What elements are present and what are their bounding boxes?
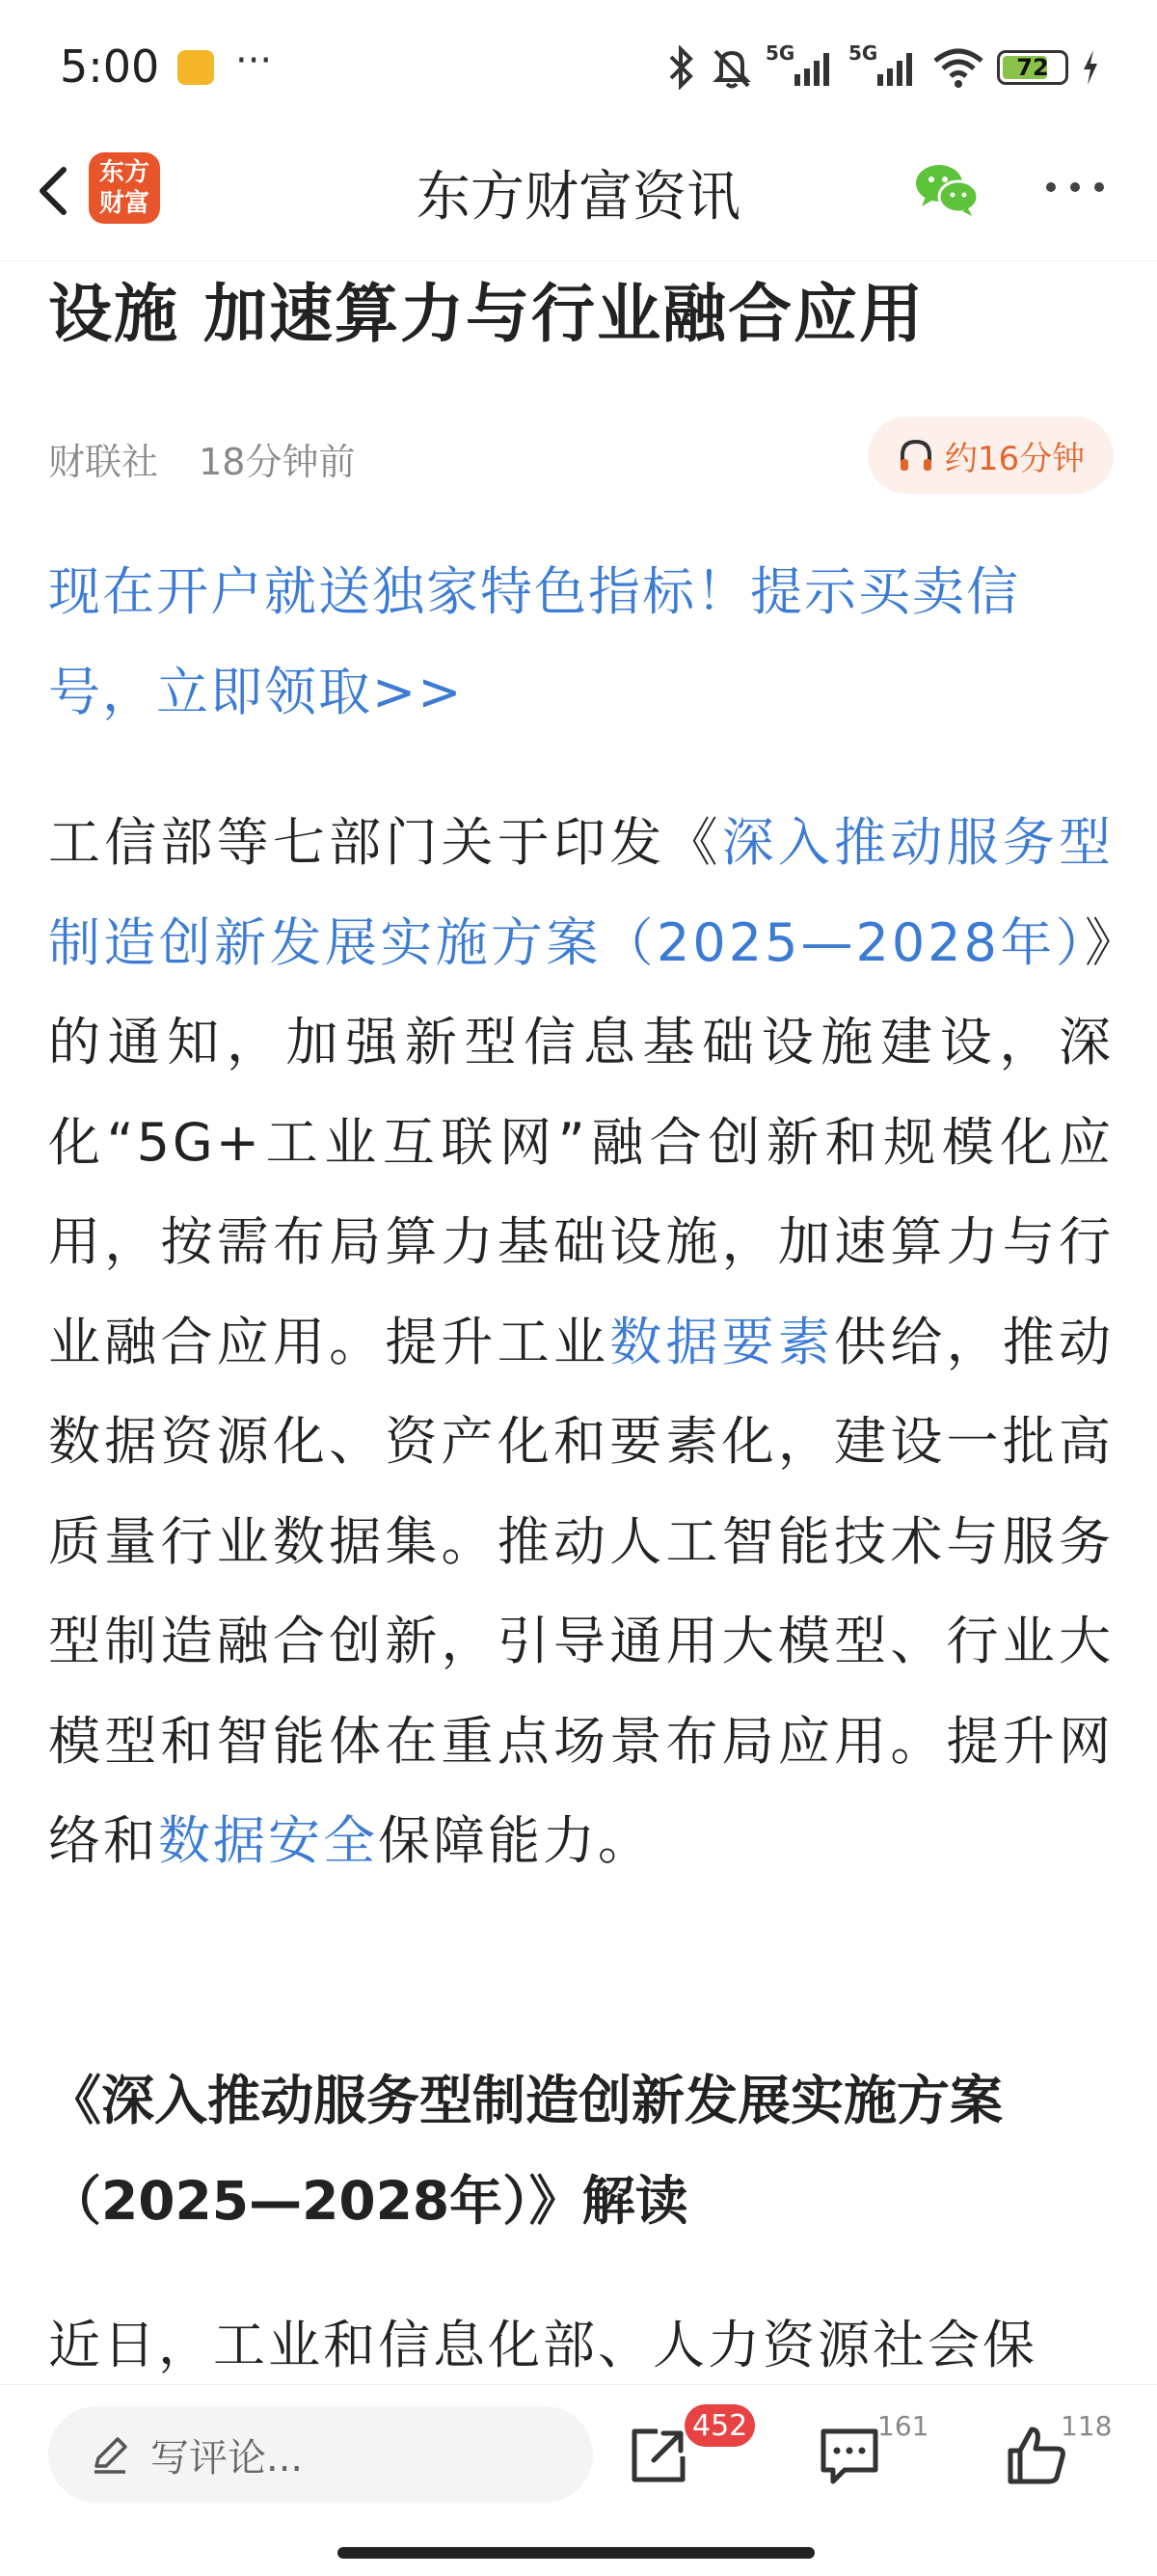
top-nav-bar — [0, 135, 1157, 261]
network-type: 5G — [848, 41, 878, 65]
paragraph-text: 保障能力。 — [378, 1810, 653, 1871]
mute-bell-icon — [710, 45, 754, 90]
status-icons — [665, 41, 1101, 95]
data-security-link[interactable]: 数据安全 — [158, 1810, 378, 1871]
article-meta — [48, 432, 355, 485]
home-indicator[interactable] — [337, 2547, 815, 2559]
section-heading: 《深入推动服务型制造创新发展实施方案（2025—2028年）》解读 — [48, 2070, 1004, 2232]
bluetooth-icon — [665, 45, 698, 90]
article-headline: 设施 加速算力与行业融合应用 — [48, 277, 925, 351]
comment-icon[interactable] — [816, 2422, 883, 2489]
paragraph-text: 》的通知，加强新型信息基础设施建设，深化“5G+工业互联网”融合创新和规模化应用，按需布局算力基础设施，加速算力与行业融合应用。提升工业 — [48, 911, 1114, 1372]
share-icon[interactable] — [625, 2422, 692, 2489]
status-bar — [0, 0, 1157, 135]
like-count: 118 — [1061, 2410, 1113, 2442]
logo-text-line1: 东方 — [98, 158, 149, 187]
audio-duration: 约16分钟 — [944, 439, 1086, 478]
share-count-badge: 452 — [685, 2404, 755, 2447]
comment-count: 161 — [877, 2410, 929, 2442]
wechat-share-icon[interactable] — [912, 158, 982, 220]
listen-audio-button[interactable] — [868, 417, 1114, 494]
comment-placeholder: 写评论... — [150, 2435, 304, 2481]
signal-icon — [766, 41, 837, 90]
comment-input[interactable] — [48, 2406, 593, 2503]
status-time: 5:00 — [60, 41, 160, 93]
logo-text-line2: 财富 — [98, 189, 149, 218]
plan-document-link[interactable]: 深入推动服务型制造创新发展实施方案（2025—2028年） — [48, 812, 1115, 973]
data-elements-link[interactable]: 数据要素 — [609, 1311, 835, 1372]
paragraph-text: 供给，推动数据资源化、资产化和要素化，建设一批高质量行业数据集。推动人工智能技术与服务型制造融合创新，引导通用大模型、行业大模型和智能体在重点场景布局应用。提升网络和 — [48, 1311, 1115, 1871]
notes-icon — [177, 50, 214, 85]
pencil-icon — [89, 2433, 131, 2476]
article-time: 18分钟前 — [199, 441, 356, 483]
network-type: 5G — [766, 41, 795, 65]
headphones-icon — [897, 436, 935, 475]
bottom-action-bar — [0, 2384, 1157, 2576]
promo-link[interactable]: 现在开户就送独家特色指标！提示买卖信号，立即领取>> — [48, 561, 1020, 722]
status-more: ··· — [235, 39, 273, 83]
wifi-icon — [931, 45, 985, 90]
battery-icon — [997, 50, 1068, 85]
article-paragraph: 近日，工业和信息化部、人力资源社会保 — [48, 2315, 1037, 2375]
battery-level: 72 — [1016, 54, 1049, 81]
signal-icon — [848, 41, 920, 90]
charging-icon — [1080, 48, 1101, 87]
page-title: 东方财富资讯 — [417, 166, 740, 229]
article-source: 财联社 — [48, 441, 159, 483]
article-paragraph — [48, 793, 1114, 1891]
paragraph-text: 工信部等七部门关于印发《 — [48, 812, 722, 873]
more-options-icon[interactable] — [1043, 177, 1107, 197]
